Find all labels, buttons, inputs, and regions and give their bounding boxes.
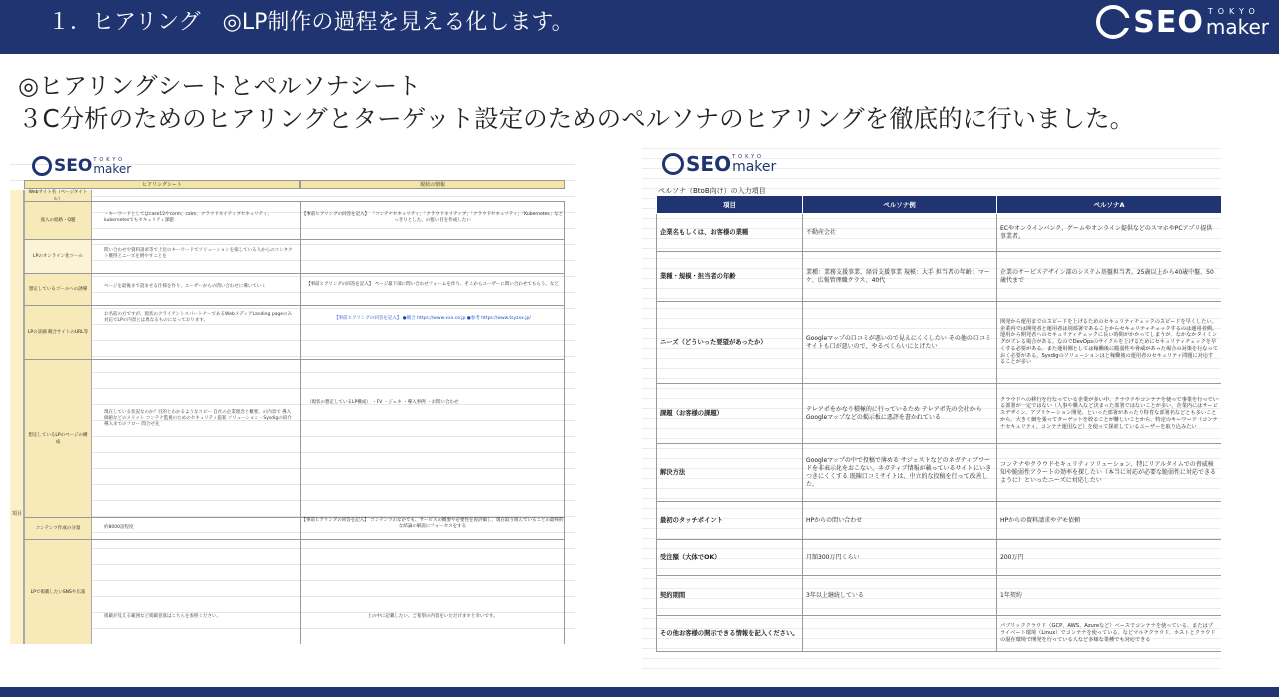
persona-a: 1年契約	[997, 576, 1222, 616]
persona-item: 契約期間	[657, 576, 803, 616]
row-text: 約8000語程度	[104, 525, 134, 530]
table-row	[657, 384, 1222, 444]
logo-ring-icon	[1096, 5, 1130, 39]
table-row	[657, 540, 1222, 576]
table-row	[24, 274, 565, 306]
persona-a: 開発から運用までのスピードを上げるためのセキュリティチェックのスピードを早くしたい。企業内では開発者と運用者は別部署であることからセキュリティチェックするのは運用者側。運用から開発者へのセキュリティチェックに長い時間がかかってしまうが、なかなかタイミングがズレる場合がある。なのでDevOpsのサイクルを上げるためにセキュリティチェックを早くする必要がある。また運用側としては稼働後に脆弱性や脅威があった場合の対策を行なっておく必要がある。Sysdigのソリューションはと稼働後の運用者のセキュリティ問題に対応することが多い	[997, 302, 1222, 384]
table-row	[24, 360, 565, 518]
table-row	[657, 576, 1222, 616]
table-row	[24, 202, 565, 240]
persona-sheet-logo	[662, 152, 776, 176]
column-header: 項目	[657, 196, 803, 214]
header-bar	[0, 0, 1279, 54]
row-current-info: 【事前ヒアリングの回答を記入】 ページ最下部に問い合わせフォームを作り、そこからユーザーに問い合わせてもらう。など	[300, 274, 565, 305]
current-info-header: 現状の情報	[300, 180, 565, 189]
table-row	[24, 190, 565, 202]
row-current-info	[300, 240, 565, 273]
row-text: 掲載が見える範囲など掲載意欲はこちらを参照ください。	[104, 614, 221, 619]
row-current-info: 上の中に記載したい、ご希望の内容をいただけますと幸いです。	[300, 540, 565, 644]
logo-tokyo-text: TOKYO	[1207, 6, 1260, 16]
hearing-sheet-screenshot	[10, 150, 575, 644]
column-header: ペルソナ例	[803, 196, 997, 214]
row-label: LPで掲載したいSNSや広報	[24, 540, 92, 644]
footer-bar	[0, 687, 1279, 697]
persona-table	[656, 195, 1221, 652]
table-row	[657, 444, 1222, 502]
logo-maker-text: maker	[1205, 14, 1269, 39]
table-row	[657, 502, 1222, 540]
row-label: LPの詳細 競合サイトのURL等	[24, 306, 92, 359]
persona-a: 企業のサービスデザイン部のシステム基盤担当者。25歳以上から40歳中盤、50歳代まで	[997, 252, 1222, 302]
row-current-info: 【事前ヒアリングの回答を記入】 コンテンツのなかでも、サービスの概要や必要性を再評価し、現在取り組んでいることの最終的な結論の解説にフォーカスをする	[300, 518, 565, 539]
logo-tokyo-text: TOKYO	[732, 153, 764, 160]
persona-example: テレアポをかなり積極的に行っているため テレアポ先の会社からGoogleマップなどの掲示板に悪評を書かれている	[803, 384, 997, 444]
persona-example	[803, 616, 997, 652]
persona-item: その他お客様の開示できる情報を記入ください。	[657, 616, 803, 652]
column-header: ペルソナA	[997, 196, 1222, 214]
persona-item: 課題（お客様の課題）	[657, 384, 803, 444]
row-text: お名前の方ですが、現状のクライアントスパートナーであるWebメディアLanding pageのみ対応でLPの内容とは異なるものになっております。	[104, 312, 293, 323]
table-row	[24, 540, 565, 644]
persona-a: クラウドへの移行を行なっている企業が多い中、クラウドやコンテナを使って事業を行っている部署が一定ではない（人事や購入など決まった部署ではないことが多い。企業内にはサービスデザイン、アプリケーション開発、といった部署があったり特育な部署名などとも多いことから、大きく網を張ってターゲットを絞ることが難しいことから、特定のキーワード（コンテナセキュリティ、コンテナ運用など）を使って探索しているユーザーを取り込みたい	[997, 384, 1222, 444]
row-label: 想定しているゴールへの誘導	[24, 274, 92, 305]
persona-example: 3年以上継続している	[803, 576, 997, 616]
persona-item: 最初のタッチポイント	[657, 502, 803, 540]
persona-item: 受注額（大体でOK）	[657, 540, 803, 576]
logo-maker-text: maker	[732, 158, 777, 175]
persona-example: HPからの問い合わせ	[803, 502, 997, 540]
persona-caption: ペルソナ（BtoB向け）の入力項目	[658, 187, 766, 195]
persona-item: 解決方法	[657, 444, 803, 502]
logo-maker-text: maker	[93, 161, 132, 176]
section-description: ３C分析のためのヒアリングとターゲット設定のためのペルソナのヒアリングを徹底的に行いました。	[18, 104, 1135, 133]
persona-table-header	[657, 196, 1222, 214]
table-row	[657, 252, 1222, 302]
row-label: Webサイト名（ページタイトル）	[24, 190, 92, 201]
table-row	[24, 518, 565, 540]
persona-example: 月額300万円くらい	[803, 540, 997, 576]
persona-a: コンテナやクラウドセキュリティソリューション、特にリアルタイムでの脅威検知や脆弱性アラートの効率を探したい（本当に対応が必要な脆弱性に対応できるように）といったニーズに対応したい	[997, 444, 1222, 502]
row-text: 現在している状況なのか？目的とわかるようなコピー 自社の企業理念と概要、の内容で 導入価値などのメリット コンテナ監視のためのセキュリティ提案 ソリューション・Sysdigの紹介 導入までのフロー 問合せ先	[104, 410, 292, 427]
persona-example: Googleマップの中で投稿で薄める サジェストなどのネガティブワードを非表示化をおこない、ネガティブ情報が載っているサイトにいきつきにくくする 既陳口コミサイトは、中立的な投稿を行って改善した。	[803, 444, 997, 502]
persona-item: ニーズ（どういった要望があったか）	[657, 302, 803, 384]
row-current-info: 【事前ヒアリングの回答を記入】 ●競合 https://www.xxx.co.jp ●参考 https://www.tsyzxx.jp/	[300, 306, 565, 359]
logo-ring-icon	[662, 153, 684, 175]
persona-item: 業種・規模・担当者の年齢	[657, 252, 803, 302]
persona-a: 200万円	[997, 540, 1222, 576]
hearing-sheet-header: ヒアリングシート	[24, 180, 300, 189]
persona-a: ECやオンラインバンク、ゲームやオンライン提供などのスマホやPCアプリ提供事業者。	[997, 214, 1222, 252]
persona-example: 不動産会社	[803, 214, 997, 252]
page-title: １．ヒアリング ◎LP制作の過程を見える化します。	[48, 10, 574, 35]
table-row	[24, 306, 565, 360]
persona-a: HPからの資料請求やデモ依頼	[997, 502, 1222, 540]
logo-seo-text: SEO	[686, 152, 732, 176]
row-current-info: 【事前ヒアリングの回答を記入】 「コンテナセキュリティ」「クラウドネイティブ」「クラウドセキュリティ」「Kubernetes」などっきりとした、の狙い目を作成したい	[300, 202, 565, 239]
logo-ring-icon	[32, 156, 52, 176]
persona-item: 企業名もしくは、お客様の業種	[657, 214, 803, 252]
persona-a: パブリッククラウド（GCP、AWS、Azureなど）ベースでコンテナを使っている、またはプライベート環境（Linux）でコンテナを使っている、などマルチクラウド、ホストとクラウドの混在環境で開発を行っている人など多様な業種でも対応できる	[997, 616, 1222, 652]
logo-seo-text: SEO	[1133, 4, 1204, 40]
table-row	[657, 616, 1222, 652]
row-text: ページを最後まで読ませる仕様を作り、ユーザーからの問い合わせに導いていく	[104, 284, 266, 289]
persona-example: Googleマップの口コミが悪いので見えにくくしたい その他の口コミサイトも口が悪いので、やるべくらいにとげたい	[803, 302, 997, 384]
table-row	[657, 214, 1222, 252]
table-row	[657, 302, 1222, 384]
persona-sheet-screenshot	[642, 146, 1221, 678]
row-current-info: （現状の想定しているLP構成） ・FV ・ジェネ ・導入事例 ・お問い合わせ	[300, 360, 565, 517]
logo-seo-text: SEO	[54, 156, 93, 176]
row-text: ・キーワードとしてはcase12やcorm、calm、クラウドネイティブセキュリティ、kubernetesでもセキュリティ課題	[104, 212, 272, 223]
row-label: コンテンツ作成の分量	[24, 518, 92, 539]
row-label: LPのオンライン化ツール	[24, 240, 92, 273]
seo-maker-logo	[1096, 2, 1269, 42]
hearing-sheet-logo	[32, 156, 131, 176]
persona-example: 業種：業務支援事業、経営支援事業 規模：大手 担当者の年齢：マーケ、広報管理職クラス、40代	[803, 252, 997, 302]
logo-tokyo-text: TOKYO	[93, 156, 126, 163]
row-label: 流入の経路・Q題	[24, 202, 92, 239]
side-column	[10, 190, 24, 644]
row-label: 想定しているLPのページの構成	[24, 360, 92, 517]
side-label: 項目	[12, 511, 23, 517]
section-heading: ◎ヒアリングシートとペルソナシート	[18, 72, 422, 100]
row-text: 問い合わせや資料請求等で上位のキーワードでソリューションを探している人からのコンタクト獲得とニーズを増やすことを	[104, 248, 293, 259]
table-row	[24, 240, 565, 274]
